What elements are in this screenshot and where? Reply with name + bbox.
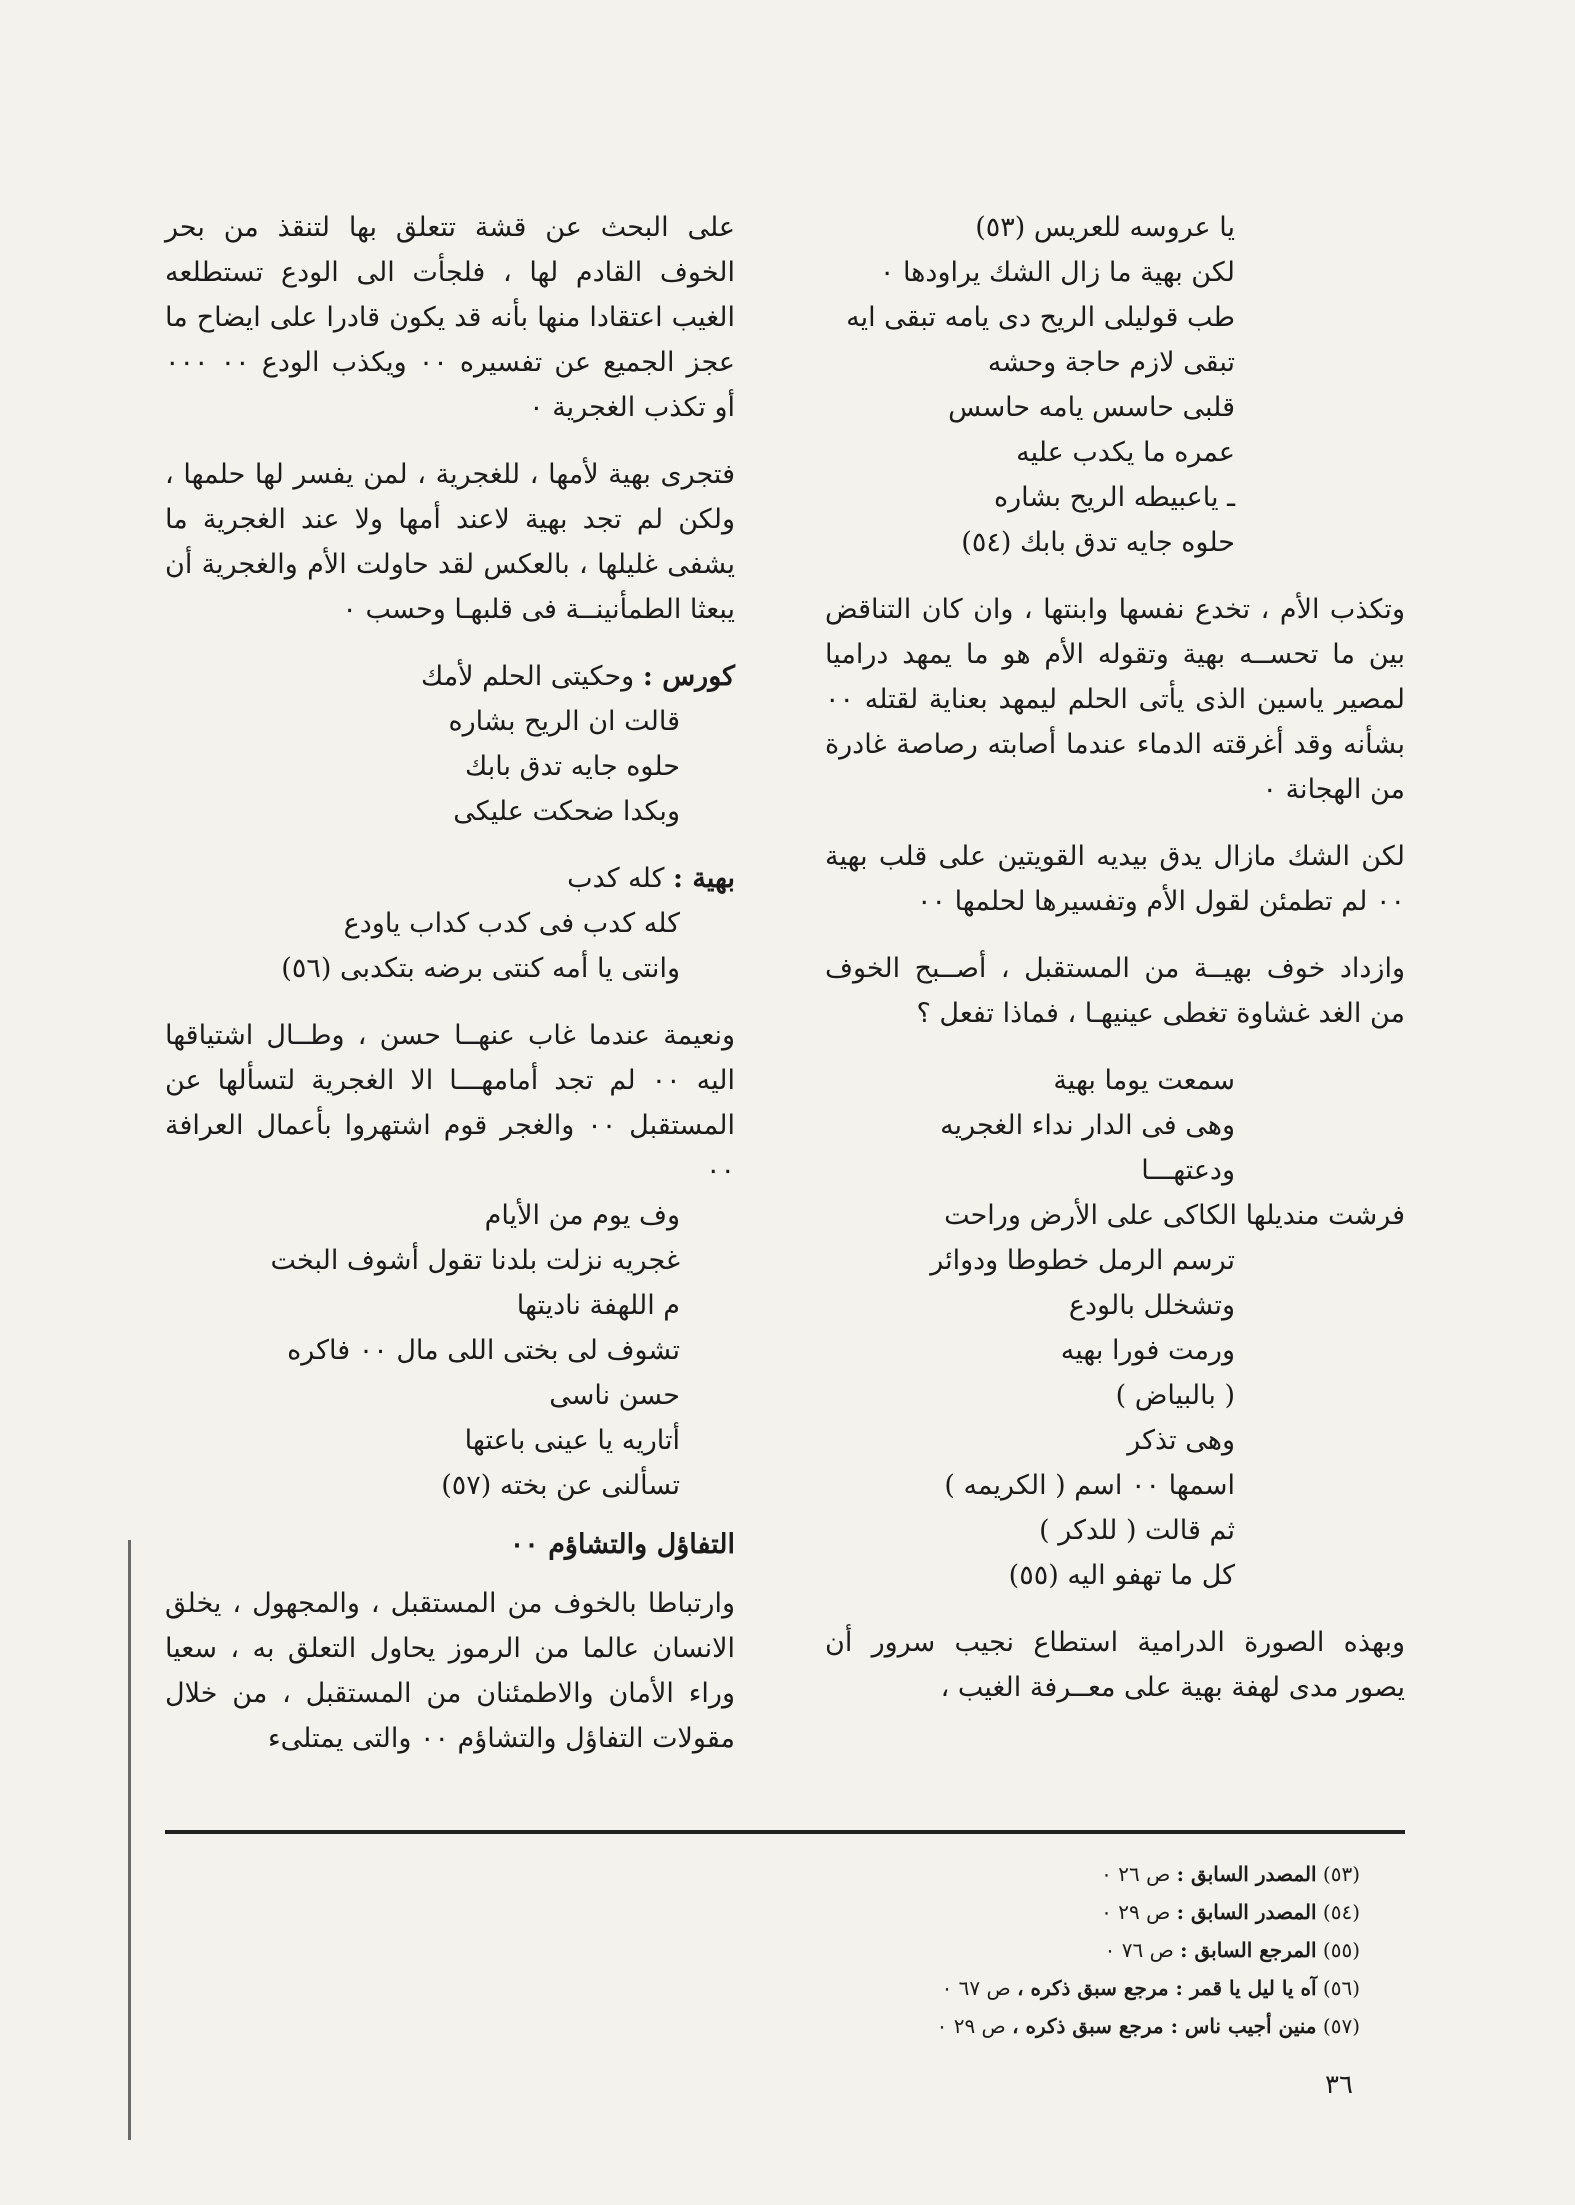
verse-line: يا عروسه للعريس (٥٣) (975, 212, 1235, 243)
paragraph: على البحث عن قشة تتعلق بها لتنقذ من بحر الخوف القادم لها ، فلجأت الى الودع تستطلعه الغيب اعتقادا منها بأنه قد يكون قادرا على ايضاح ما عجز الجميع عن تفسيره ٠٠ ويكذب الودع ٠٠ ٠٠٠ أو تكذب الغجرية ٠ (165, 212, 735, 423)
speaker-label: كورس : (642, 661, 735, 692)
verse-line: قلبى حاسس يامه حاسس (948, 392, 1235, 423)
verse-line: ثم قالت ( للدكر ) (1039, 1515, 1235, 1546)
paragraph: لكن الشك مازال يدق بيديه القويتين على قلب بهية ٠٠ لم تطمئن لقول الأم وتفسيرها لحلمها ٠٠ (825, 841, 1405, 917)
verse-line: سمعت يوما بهية (1053, 1065, 1235, 1096)
verse-line: وهى تذكر (1127, 1425, 1235, 1456)
verse-line: م اللهفة ناديتها (516, 1290, 680, 1321)
verse-line: فرشت منديلها الكاكى على الأرض وراحت (944, 1200, 1405, 1231)
chorus-heading (165, 654, 735, 699)
footnote-number: (٥٦) (1322, 1976, 1360, 2000)
verse-line: ودعتهـــا (1141, 1155, 1235, 1186)
verse-line: وانتى يا أمه كنتى برضه بتكدبى (٥٦) (281, 953, 680, 984)
verse-line: وبكدا ضحكت عليكى (453, 796, 680, 827)
footnote-number: (٥٣) (1322, 1862, 1360, 1886)
footnote-source: المصدر السابق : (1176, 1862, 1317, 1886)
chorus-verse (165, 699, 735, 834)
paragraph: ونعيمة عندما غاب عنهــا حسن ، وطــال اشتياقها اليه ٠٠ لم تجد أمامهـــا الا الغجرية لتسألها عن المستقبل ٠٠ والغجر قوم اشتهروا بأعمال العرافة ٠٠ (165, 1020, 735, 1186)
footnote-number: (٥٧) (1322, 2014, 1360, 2038)
footnote (560, 1855, 1360, 1893)
footnote (560, 2007, 1360, 2045)
bahia-heading (165, 856, 735, 901)
verse-block-3 (165, 1193, 735, 1508)
verse-line: ترسم الرمل خطوطا ودوائر (930, 1245, 1235, 1276)
verse-line: ( بالبياض ) (1115, 1380, 1235, 1411)
footnote-source: المرجع السابق : (1180, 1938, 1317, 1962)
bahia-verse (165, 901, 735, 991)
paragraph: فتجرى بهية لأمها ، للغجرية ، لمن يفسر لها حلمها ، ولكن لم تجد بهية لاعند أمها ولا عند الغجرية ما يشفى غليلها ، بالعكس لقد حاولت الأم والغجرية أن يبعثا الطمأنينــة فى قلبهـا وحسب ٠ (165, 459, 735, 625)
speaker-line: كله كدب (567, 863, 665, 894)
speaker-label: بهية : (673, 863, 735, 894)
footnote (560, 1893, 1360, 1931)
verse-line: وهى فى الدار نداء الغجريه (940, 1110, 1235, 1141)
verse-line: لكن بهية ما زال الشك يراودها ٠ (879, 257, 1235, 288)
footnotes (560, 1855, 1360, 2045)
verse-line: قالت ان الريح بشاره (448, 706, 680, 737)
left-column (165, 205, 735, 1783)
verse-line: اسمها ٠٠ اسم ( الكريمه ) (944, 1470, 1235, 1501)
verse-line: حلوه جايه تدق بابك (464, 751, 680, 782)
section-title: التفاؤل والتشاؤم ٠٠ (509, 1529, 735, 1560)
footnote-number: (٥٤) (1322, 1900, 1360, 1924)
footnote-divider (165, 1830, 1405, 1834)
footnote-page: ص ٧٦ ٠ (1104, 1938, 1174, 1962)
footnote-page: ص ٢٩ ٠ (1101, 1900, 1171, 1924)
verse-line: حسن ناسى (549, 1380, 680, 1411)
paragraph: وازداد خوف بهيــة من المستقبل ، أصــبح الخوف من الغد غشاوة تغطى عينيهـا ، فماذا تفعل ؟ (825, 953, 1405, 1029)
verse-line: وف يوم من الأيام (484, 1200, 680, 1231)
verse-line: تسألنى عن بخته (٥٧) (441, 1470, 680, 1501)
verse-line: ـ ياعبيطه الريح بشاره (993, 482, 1235, 513)
verse-line: أتاريه يا عينى باعتها (464, 1425, 680, 1456)
verse-line: طب قوليلى الريح دى يامه تبقى ايه (846, 302, 1235, 333)
footnote-number: (٥٥) (1322, 1938, 1360, 1962)
paragraph: وارتباطا بالخوف من المستقبل ، والمجهول ، يخلق الانسان عالما من الرموز يحاول التعلق به ، سعيا وراء الأمان والاطمئنان من المستقبل ، من خلال مقولات التفاؤل والتشاؤم ٠٠ والتى يمتلىء (165, 1588, 735, 1754)
verse-line: تبقى لازم حاجة وحشه (987, 347, 1235, 378)
verse-line: عمره ما يكدب عليه (1016, 437, 1235, 468)
footnote-page: ص ٢٩ ٠ (936, 2014, 1006, 2038)
footnote-source: آه يا ليل يا قمر : مرجع سبق ذكره ، (1017, 1976, 1317, 2000)
footnote-source: المصدر السابق : (1176, 1900, 1317, 1924)
scan-edge (128, 1540, 131, 2140)
right-column (825, 205, 1405, 1732)
paragraph: وتكذب الأم ، تخدع نفسها وابنتها ، وان كان التناقض بين ما تحســه بهية وتقوله الأم هو ما يمهد دراميا لمصير ياسين الذى يأتى الحلم ليمهد بعناية لقتله ٠٠ بشأنه وقد أغرقته الدماء عندما أصابته رصاصة غادرة من الهجانة ٠ (825, 594, 1405, 805)
verse-line: تشوف لى بختى اللى مال ٠٠ فاكره (287, 1335, 680, 1366)
verse-line: ورمت فورا بهيه (1060, 1335, 1235, 1366)
paragraph: وبهذه الصورة الدرامية استطاع نجيب سرور أن يصور مدى لهفة بهية على معــرفة الغيب ، (825, 1627, 1405, 1703)
verse-line: كله كدب فى كدب كداب ياودع (343, 908, 680, 939)
verse-block-1 (825, 205, 1405, 565)
footnote-page: ص ٦٧ ٠ (941, 1976, 1011, 2000)
footnote-source: منين أجيب ناس : مرجع سبق ذكره ، (1012, 2014, 1317, 2038)
verse-block-2 (825, 1058, 1405, 1598)
speaker-line: وحكيتى الحلم لأمك (420, 661, 635, 692)
footnote-page: ص ٢٦ ٠ (1101, 1862, 1171, 1886)
page-number: ٣٦ (1325, 2070, 1353, 2100)
footnote (560, 1931, 1360, 1969)
verse-line: كل ما تهفو اليه (٥٥) (1008, 1560, 1235, 1591)
verse-line: وتشخلل بالودع (1068, 1290, 1235, 1321)
verse-line: غجريه نزلت بلدنا تقول أشوف البخت (270, 1245, 680, 1276)
verse-line: حلوه جايه تدق بابك (٥٤) (961, 527, 1235, 558)
footnote (560, 1969, 1360, 2007)
